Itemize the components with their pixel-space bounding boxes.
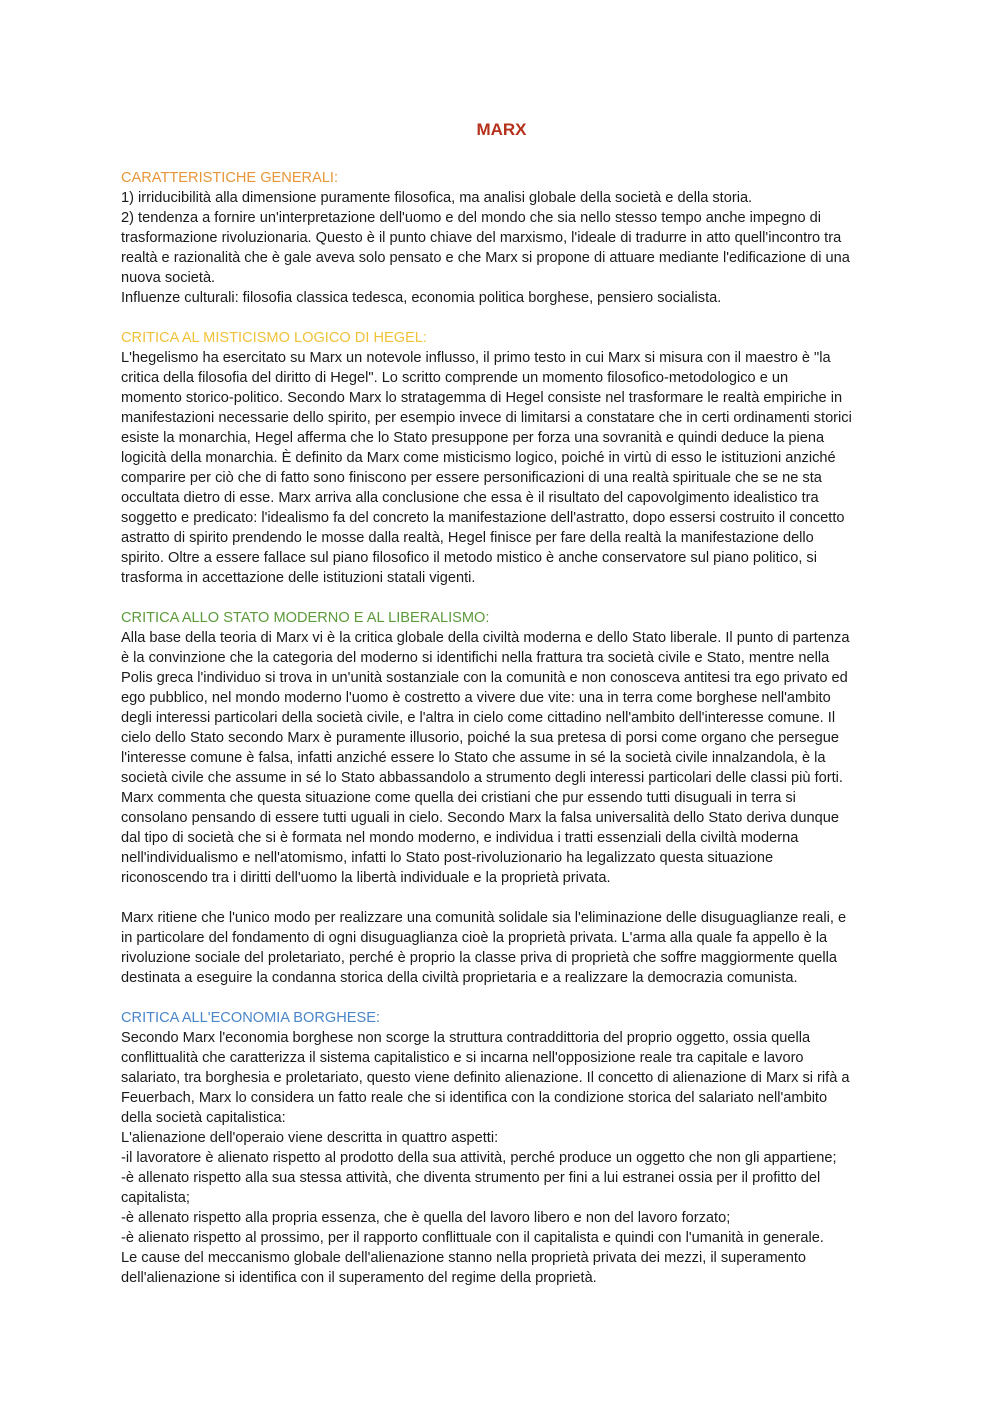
text-line: ego pubblico, nel mondo moderno l'uomo è costretto a vivere due vite: una in terra come borghese nell'ambito	[121, 690, 831, 706]
section-heading: CRITICA ALL'ECONOMIA BORGHESE:	[121, 1010, 381, 1026]
text-line: 2) tendenza a fornire un'interpretazione dell'uomo e del mondo che sia nello stesso tempo anche impegno di	[121, 210, 822, 226]
text-line: critica della filosofia del diritto di Hegel". Lo scritto comprende un momento filosofico-metodologico e un	[121, 370, 789, 386]
text-line: occultata dietro di esse. Marx arriva alla conclusione che essa è il risultato del capovolgimento idealistico tra	[121, 490, 819, 506]
section-heading: CRITICA ALLO STATO MODERNO E AL LIBERALISMO:	[121, 610, 490, 626]
text-line: destinata a eseguire la condanna storica della civiltà proprietaria e a realizzare la democrazia comunista.	[121, 970, 798, 986]
document-body	[121, 168, 882, 1288]
text-line: rivoluzione sociale del proletariato, perché è proprio la classe priva di proprietà che soffre maggiormente quella	[121, 950, 838, 966]
text-line: Polis greca l'individuo si trova in un'unità sostanziale con la comunità e non conosceva antitesi tra ego privato ed	[121, 670, 848, 686]
text-line: Influenze culturali: filosofia classica tedesca, economia politica borghese, pensiero socialista.	[121, 290, 722, 306]
document-title: MARX	[476, 120, 527, 139]
text-line: -è allenato rispetto alla propria essenza, che è quella del lavoro libero e non del lavoro forzato;	[121, 1210, 731, 1226]
text-line: manifestazioni necessarie dello spirito, per esempio invece di limitarsi a constatare che in certi ordinamenti storici	[121, 410, 852, 426]
text-line: Alla base della teoria di Marx vi è la critica globale della civiltà moderna e dello Stato liberale. Il punto di partenza	[121, 630, 850, 646]
text-line: astratto di spirito prendendo le mosse dalla realtà, Hegel finisce per fare della realtà la manifestazione dello	[121, 530, 814, 546]
text-line: L'hegelismo ha esercitato su Marx un notevole influsso, il primo testo in cui Marx si misura con il maestro è "la	[121, 350, 831, 366]
text-line: spirito. Oltre a essere fallace sul piano filosofico il metodo mistico è anche conservatore sul piano politico, si	[121, 550, 817, 566]
text-line: -il lavoratore è alienato rispetto al prodotto della sua attività, perché produce un oggetto che non gli appartiene;	[121, 1150, 837, 1166]
text-line: esiste la monarchia, Hegel afferma che lo Stato presuppone per forza una sovranità e quindi deduce la piena	[121, 430, 825, 446]
text-line: cielo dello Stato secondo Marx è puramente illusorio, poiché la sua pretesa di porsi come organo che persegue	[121, 730, 839, 746]
text-line: riconoscendo tra i diritti dell'uomo la libertà individuale e la proprietà privata.	[121, 870, 611, 886]
text-line: logicità della monarchia. È definito da Marx come misticismo logico, poiché in virtù di esso le istituzioni anziché	[121, 450, 836, 466]
section	[121, 1008, 882, 1288]
text-line: L'alienazione dell'operaio viene descritta in quattro aspetti:	[121, 1130, 499, 1146]
text-line: nell'individualismo e nell'atomismo, infatti lo Stato post-rivoluzionario ha legalizzato questa situazione	[121, 850, 774, 866]
text-line: Secondo Marx l'economia borghese non scorge la struttura contraddittoria del proprio oggetto, ossia quella	[121, 1030, 811, 1046]
text-line: l'interesse comune è falsa, infatti anziché essere lo Stato che assume in sé la società civile innalzandola, è la	[121, 750, 826, 766]
text-line: momento storico-politico. Secondo Marx lo stratagemma di Hegel consiste nel trasformare le realtà empiriche in	[121, 390, 843, 406]
section-heading: CRITICA AL MISTICISMO LOGICO DI HEGEL:	[121, 330, 427, 346]
text-line: capitalista;	[121, 1190, 190, 1206]
section-heading: CARATTERISTICHE GENERALI:	[121, 170, 339, 186]
text-line: Marx commenta che questa situazione come quella dei cristiani che pur essendo tutti disuguali in terra si	[121, 790, 796, 806]
text-line: conflittualità che caratterizza il sistema capitalistico e si incarna nell'opposizione reale tra capitale e lavoro	[121, 1050, 804, 1066]
text-line: soggetto e predicato: l'idealismo fa del concreto la manifestazione dell'astratto, dopo essersi costruito il concetto	[121, 510, 845, 526]
text-line: in particolare del fondamento di ogni disuguaglianza cioè la proprietà privata. L'arma alla quale fa appello è la	[121, 930, 828, 946]
paragraph-break	[121, 888, 882, 908]
text-line: realtà e razionalità che è gale aveva solo pensato e che Marx si propone di attuare mediante l'edificazione di una	[121, 250, 850, 266]
text-line: comparire per ciò che di fatto sono finiscono per essere personificazioni di una realtà spirituale che se ne sta	[121, 470, 822, 486]
text-line: è la convinzione che la categoria del moderno si identifichi nella frattura tra società civile e Stato, mentre nella	[121, 650, 830, 666]
section	[121, 328, 882, 588]
text-line: trasforma in accettazione delle istituzioni statali vigenti.	[121, 570, 476, 586]
section	[121, 608, 882, 988]
text-line: Feuerbach, Marx lo considera un fatto reale che si identifica con la condizione storica del salariato nell'ambito	[121, 1090, 828, 1106]
section	[121, 168, 882, 308]
text-line: 1) irriducibilità alla dimensione puramente filosofica, ma analisi globale della società e della storia.	[121, 190, 753, 206]
text-line: della società capitalistica:	[121, 1110, 286, 1126]
text-line: consolano pensando di essere tutti uguali in cielo. Secondo Marx la falsa universalità dello Stato deriva dunque	[121, 810, 839, 826]
text-line: -è alienato rispetto al prossimo, per il rapporto conflittuale con il capitalista e quindi con l'umanità in generale.	[121, 1230, 824, 1246]
text-line: trasformazione rivoluzionaria. Questo è il punto chiave del marxismo, l'ideale di tradurre in atto quell'incontro tra	[121, 230, 842, 246]
text-line: -è allenato rispetto alla sua stessa attività, che diventa strumento per fini a lui estranei ossia per il profitto del	[121, 1170, 821, 1186]
text-line: Le cause del meccanismo globale dell'alienazione stanno nella proprietà privata dei mezzi, il superamento	[121, 1250, 807, 1266]
text-line: salariato, tra borghesia e proletariato, questo viene definito alienazione. Il concetto di alienazione di Marx si rifà a	[121, 1070, 850, 1086]
text-line: società civile che assume in sé lo Stato abbassandolo a strumento degli interessi particolari delle classi più forti.	[121, 770, 843, 786]
text-line: nuova società.	[121, 270, 216, 286]
text-line: degli interessi particolari della società civile, e l'altra in cielo come cittadino nell'ambito dell'interesse comune. Il	[121, 710, 836, 726]
text-line: dell'alienazione si identifica con il superamento del regime della proprietà.	[121, 1270, 597, 1286]
text-line: Marx ritiene che l'unico modo per realizzare una comunità solidale sia l'eliminazione delle disuguaglianze reali, e	[121, 910, 847, 926]
text-line: dal tipo di società che si è formata nel mondo moderno, e individua i tratti essenziali della civiltà moderna	[121, 830, 799, 846]
